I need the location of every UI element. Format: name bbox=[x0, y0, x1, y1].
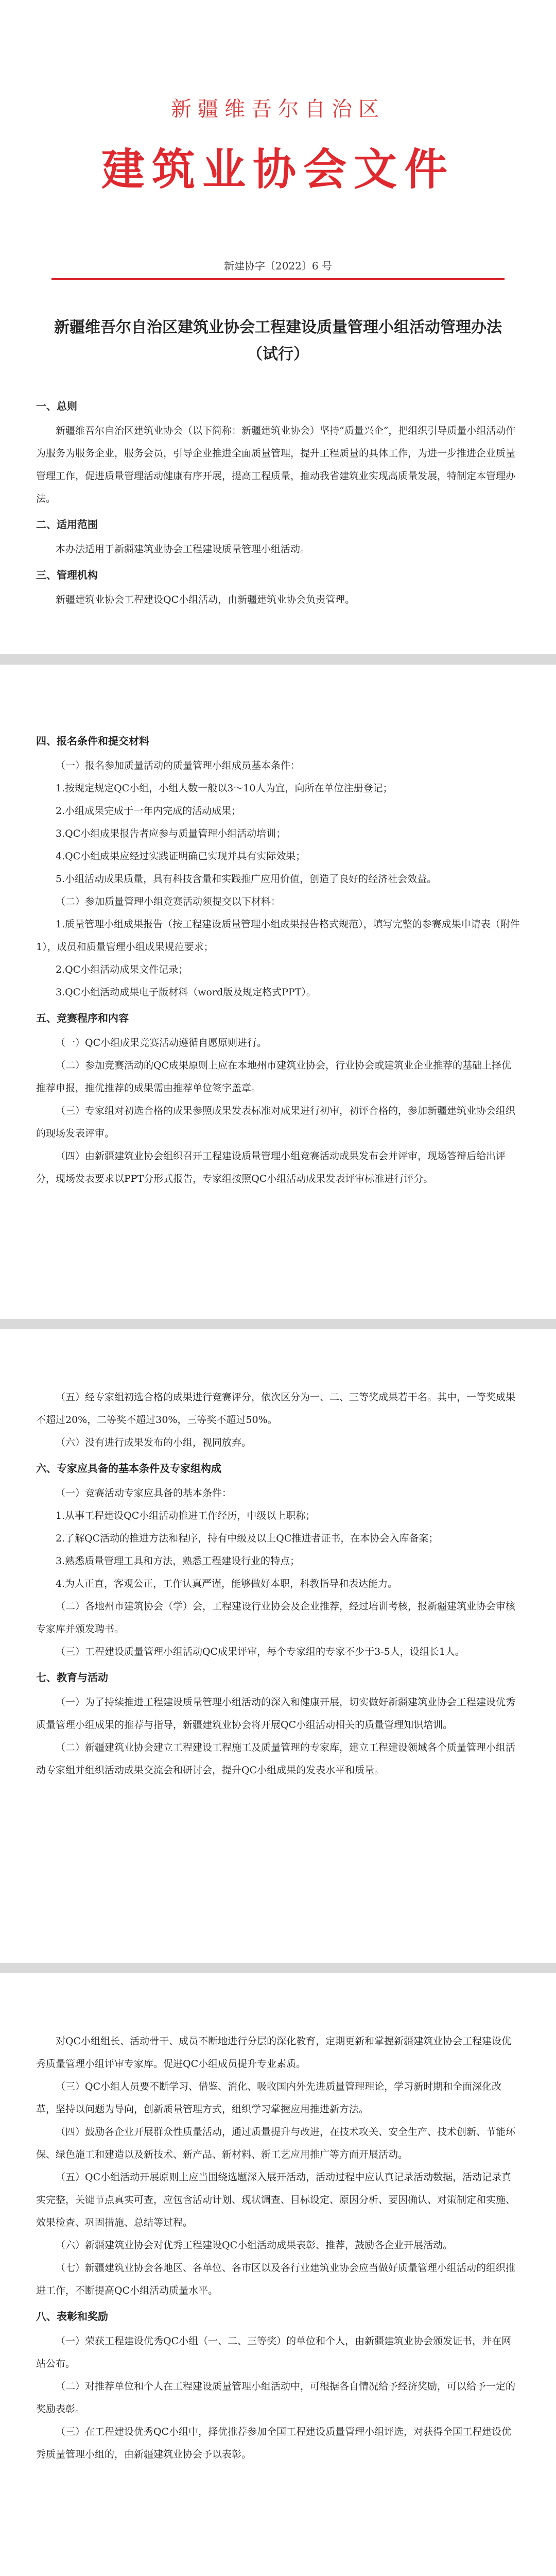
paragraph: （一）QC小组成果竞赛活动遵循自愿原则进行。 bbox=[56, 1037, 267, 1048]
section-heading: 八、表彰和奖励 bbox=[36, 2310, 108, 2323]
paragraph: （二）参加质量管理小组竞赛活动须提交以下材料： bbox=[56, 896, 281, 907]
paragraph: （五）经专家组初选合格的成果进行竞赛评分，依次区分为一、二、三等奖成果若干名。其中，一等奖成果不超过20%，二等奖不超过30%，三等奖不超过50%。 bbox=[36, 1392, 516, 1426]
paragraph: （三）专家组对初选合格的成果参照成果发表标准对成果进行初审，初评合格的，参加新疆建筑业协会组织的现场发表评审。 bbox=[36, 1105, 516, 1139]
page-1-body bbox=[36, 392, 520, 611]
paragraph: （一）为了持续推进工程建设质量管理小组活动的深入和健康开展，切实做好新疆建筑业协会工程建设优秀质量管理小组成果的推荐与指导，新疆建筑业协会将开展QC小组活动相关的质量管理知识培训。 bbox=[36, 1697, 516, 1731]
issuing-org: 新疆维吾尔自治区 bbox=[171, 97, 385, 121]
red-divider bbox=[51, 278, 505, 280]
paragraph: 对QC小组组长、活动骨干、成员不断地进行分层的深化教育，定期更新和掌握新疆建筑业协会工程建设优秀质量管理小组评审专家库。促进QC小组成员提升专业素质。 bbox=[36, 2036, 512, 2070]
paragraph: （六）新疆建筑业协会对优秀工程建设QC小组活动成果表彰、推荐，鼓励各企业开展活动。 bbox=[56, 2240, 453, 2251]
paragraph: 本办法适用于新疆建筑业协会工程建设质量管理小组活动。 bbox=[56, 544, 310, 555]
paragraph: 3.QC小组成果报告者应参与质量管理小组活动培训； bbox=[56, 828, 286, 839]
paragraph: 1.质量管理小组成果报告（按工程建设质量管理小组成果报告格式规范），填写完整的参赛成果申请表（附件1），成员和质量管理小组成果规范要求； bbox=[36, 919, 520, 953]
paragraph: （一）荣获工程建设优秀QC小组（一、二、三等奖）的单位和个人，由新疆建筑业协会颁发证书，并在网站公布。 bbox=[36, 2335, 512, 2369]
paragraph: （三）工程建设质量管理小组活动QC成果评审，每个专家组的专家不少于3-5人，设组长1人。 bbox=[56, 1646, 465, 1657]
paragraph: 新疆建筑业协会工程建设QC小组活动，由新疆建筑业协会负责管理。 bbox=[56, 594, 355, 605]
paragraph: （一）报名参加质量活动的质量管理小组成员基本条件： bbox=[56, 760, 301, 771]
page-2-body bbox=[36, 726, 520, 1190]
section-heading: 七、教育与活动 bbox=[36, 1671, 108, 1684]
document-number: 新建协字〔2022〕6 号 bbox=[224, 260, 332, 272]
paragraph: （三）在工程建设优秀QC小组中，择优推荐参加全国工程建设质量管理小组评选，对获得全国工程建设优秀质量管理小组的，由新疆建筑业协会予以表彰。 bbox=[36, 2426, 512, 2460]
paragraph: （四）由新疆建筑业协会组织召开工程建设质量管理小组竞赛活动成果发布会并评审，现场答辩后给出评分，现场发表要求以PPT分形式报告，专家组按照QC小组活动成果发表评审标准进行评分。 bbox=[36, 1150, 506, 1184]
paragraph: 2.小组成果完成于一年内完成的活动成果； bbox=[56, 805, 241, 817]
section-heading: 二、适用范围 bbox=[36, 518, 98, 531]
section-heading: 六、专家应具备的基本条件及专家组构成 bbox=[36, 1462, 221, 1475]
paragraph: 2.了解QC活动的推进方法和程序，持有中级及以上QC推进者证书，在本协会入库备案； bbox=[56, 1533, 439, 1544]
paragraph: 1.从事工程建设QC小组活动推进工作经历，中级以上职称； bbox=[56, 1510, 316, 1521]
section-heading: 一、总则 bbox=[36, 400, 77, 412]
section-heading: 五、竞赛程序和内容 bbox=[36, 1012, 129, 1024]
page-4 bbox=[0, 1973, 556, 2576]
page-2 bbox=[0, 665, 556, 1319]
paragraph: （二）各地州市建筑协会（学）会，工程建设行业协会及企业推荐，经过培训考核，报新疆建筑业协会审核专家库并颁发聘书。 bbox=[36, 1601, 516, 1635]
document-header-title: 建筑业协会文件 bbox=[101, 144, 455, 195]
paragraph: （二）对推荐单位和个人在工程建设质量管理小组活动中，可根据各自情况给予经济奖励，可以给予一定的奖励表彰。 bbox=[36, 2381, 516, 2415]
section-heading: 四、报名条件和提交材料 bbox=[36, 735, 149, 747]
main-title: 新疆维吾尔自治区建筑业协会工程建设质量管理小组活动管理办法（试行） bbox=[54, 318, 502, 363]
paragraph: （四）鼓励各企业开展群众性质量活动，通过质量提升与改进，在技术攻关、安全生产、技术创新、节能环保、绿色施工和建造以及新技术、新产品、新材料、新工艺应用推广等方面开展活动。 bbox=[36, 2126, 516, 2160]
page-3 bbox=[0, 1329, 556, 1963]
paragraph: 3.QC小组活动成果电子版材料（word版及规定格式PPT）。 bbox=[56, 987, 316, 998]
page-1 bbox=[0, 0, 556, 654]
paragraph: 新疆维吾尔自治区建筑业协会（以下简称：新疆建筑业协会）坚持“质量兴企”，把组织引导质量小组活动作为服务为服务企业，服务会员，引导企业推进全面质量管理，提升工程质量的具体工作，为进一步推进企业质量管理工作，促进质量管理活动健康有序开展，提高工程质量，推动我省建筑业实现高质量发展，特制定本管理办法。 bbox=[36, 425, 516, 504]
paragraph: 4.QC小组成果应经过实践证明确已实现并具有实际效果； bbox=[56, 851, 306, 862]
page-4-body bbox=[36, 2030, 520, 2466]
page-3-body bbox=[36, 1386, 520, 1782]
paragraph: （七）新疆建筑业协会各地区、各单位、各市区以及各行业建筑业协会应当做好质量管理小组活动的组织推进工作，不断提高QC小组活动质量水平。 bbox=[36, 2262, 516, 2296]
paragraph: （三）QC小组人员要不断学习、借鉴、消化、吸收国内外先进质量管理理论，学习新时期和全面深化改革，坚持以问题为导向，创新质量管理方式，组织学习掌握应用推进新方法。 bbox=[36, 2081, 502, 2115]
paragraph: 4.为人正直，客观公正，工作认真严谨，能够做好本职，科教指导和表达能力。 bbox=[56, 1578, 398, 1589]
paragraph: （五）QC小组活动开展原则上应当围绕选题深入展开活动，活动过程中应认真记录活动数据，活动记录真实完整，关键节点真实可查，应包含活动计划、现状调查、目标设定、原因分析、要因确认、对策制定和实施、效果检查、巩固措施、总结等过程。 bbox=[36, 2172, 516, 2228]
paragraph: 2.QC小组活动成果文件记录； bbox=[56, 964, 188, 975]
paragraph: （二）新疆建筑业协会建立工程建设工程施工及质量管理的专家库，建立工程建设领域各个质量管理小组活动专家组并组织活动成果交流会和研讨会，提升QC小组成果的发表水平和质量。 bbox=[36, 1742, 516, 1776]
section-heading: 三、管理机构 bbox=[36, 569, 98, 581]
paragraph: （二）参加竞赛活动的QC成果原则上应在本地州市建筑业协会，行业协会或建筑业企业推荐的基础上择优推荐申报，推优推荐的成果需由推荐单位签字盖章。 bbox=[36, 1060, 512, 1094]
paragraph: 3.熟悉质量管理工具和方法，熟悉工程建设行业的特点； bbox=[56, 1555, 300, 1567]
paragraph: 5.小组活动成果质量，具有科技含量和实践推广应用价值，创造了良好的经济社会效益。 bbox=[56, 873, 437, 885]
paragraph: 1.按规定规定QC小组，小组人数一般以3～10人为宜，向所在单位注册登记； bbox=[56, 783, 393, 794]
paragraph: （一）竞赛活动专家应具备的基本条件： bbox=[56, 1487, 232, 1499]
paragraph: （六）没有进行成果发布的小组，视同放弃。 bbox=[56, 1437, 252, 1448]
